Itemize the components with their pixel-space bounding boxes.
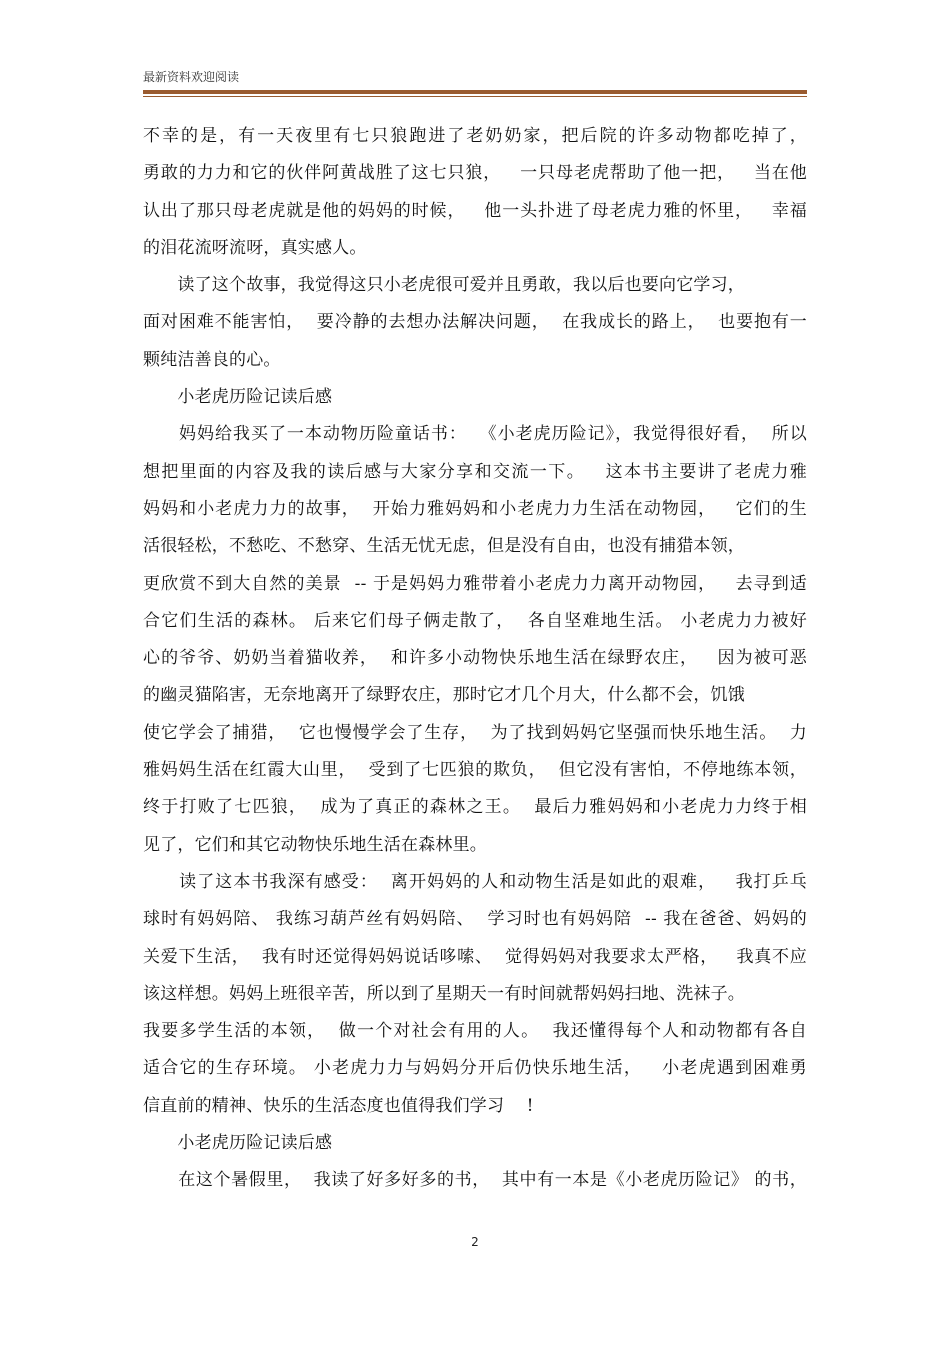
text-line: 颗纯洁善良的心。 <box>143 349 281 370</box>
text-line: 信直前的精神、快乐的生活态度也值得我们学习 ! <box>143 1095 534 1116</box>
text-line: 雅妈妈生活在红霞大山里， 受到了七匹狼的欺负， 但它没有害怕，不停地练本领， <box>143 760 807 781</box>
text-line: 使它学会了捕猎， 它也慢慢学会了生存， 为了找到妈妈它坚强而快乐地生活。 力 <box>143 722 807 743</box>
text-line: 面对困难不能害怕， 要冷静的去想办法解决问题， 在我成长的路上， 也要抱有一 <box>143 312 807 333</box>
document-body <box>143 118 807 1200</box>
text-line: 想把里面的内容及我的读后感与大家分享和交流一下。 这本书主要讲了老虎力雅 <box>143 461 807 482</box>
text-line: 认出了那只母老虎就是他的妈妈的时候， 他一头扑进了母老虎力雅的怀里， 幸福 <box>143 200 807 221</box>
text-line: 读了这本书我深有感受： 离开妈妈的人和动物生活是如此的艰难， 我打乒乓 <box>143 871 807 892</box>
header-rule-thin <box>143 96 807 97</box>
text-line: 不幸的是，有一天夜里有七只狼跑进了老奶奶家，把后院的许多动物都吃掉了， <box>143 126 807 146</box>
text-line: 关爱下生活， 我有时还觉得妈妈说话哆嗦、 觉得妈妈对我要求太严格， 我真不应 <box>143 946 807 967</box>
text-line: 心的爷爷、奶奶当着猫收养， 和许多小动物快乐地生活在绿野农庄， 因为被可恶 <box>143 648 807 669</box>
page-number: 2 <box>471 1235 479 1249</box>
text-line: 球时有妈妈陪、 我练习葫芦丝有妈妈陪、 学习时也有妈妈陪 -- 我在爸爸、妈妈的 <box>143 909 807 930</box>
section-heading: 小老虎历险记读后感 <box>143 1133 333 1154</box>
text-line: 合它们生活的森林。 后来它们母子俩走散了， 各自坚难地生活。 小老虎力力被好 <box>143 610 807 631</box>
text-line: 更欣赏不到大自然的美景 -- 于是妈妈力雅带着小老虎力力离开动物园， 去寻到适 <box>143 573 807 594</box>
text-line: 的幽灵猫陷害，无奈地离开了绿野农庄，那时它才几个月大，什么都不会，饥饿 <box>143 685 745 706</box>
text-line: 的泪花流呀流呀，真实感人。 <box>143 237 367 258</box>
text-line: 活很轻松，不愁吃、不愁穿、生活无忧无虑，但是没有自由，也没有捕猎本领， <box>143 536 745 557</box>
text-line: 该这样想。妈妈上班很辛苦，所以到了星期天一有时间就帮妈妈扫地、洗袜子。 <box>143 983 745 1004</box>
text-line: 勇敢的力力和它的伙伴阿黄战胜了这七只狼， 一只母老虎帮助了他一把， 当在他 <box>143 163 807 184</box>
text-line: 妈妈给我买了一本动物历险童话书： 《小老虎历险记》，我觉得很好看， 所以 <box>143 424 807 445</box>
text-line: 妈妈和小老虎力力的故事， 开始力雅妈妈和小老虎力力生活在动物园， 它们的生 <box>143 498 807 519</box>
header-rule-thick <box>143 90 807 94</box>
text-line: 见了，它们和其它动物快乐地生活在森林里。 <box>143 834 487 855</box>
text-line: 在这个暑假里， 我读了好多好多的书， 其中有一本是《小老虎历险记》 的书， <box>143 1170 807 1191</box>
text-line: 适合它的生存环境。 小老虎力力与妈妈分开后仍快乐地生活， 小老虎遇到困难勇 <box>143 1058 807 1079</box>
section-heading: 小老虎历险记读后感 <box>143 387 333 408</box>
text-line: 终于打败了七匹狼， 成为了真正的森林之王。 最后力雅妈妈和小老虎力力终于相 <box>143 797 807 818</box>
text-line: 读了这个故事，我觉得这只小老虎很可爱并且勇敢，我以后也要向它学习， <box>143 275 745 296</box>
text-line: 我要多学生活的本领， 做一个对社会有用的人。 我还懂得每个人和动物都有各自 <box>143 1021 807 1042</box>
page-header: 最新资料欢迎阅读 <box>143 70 240 84</box>
